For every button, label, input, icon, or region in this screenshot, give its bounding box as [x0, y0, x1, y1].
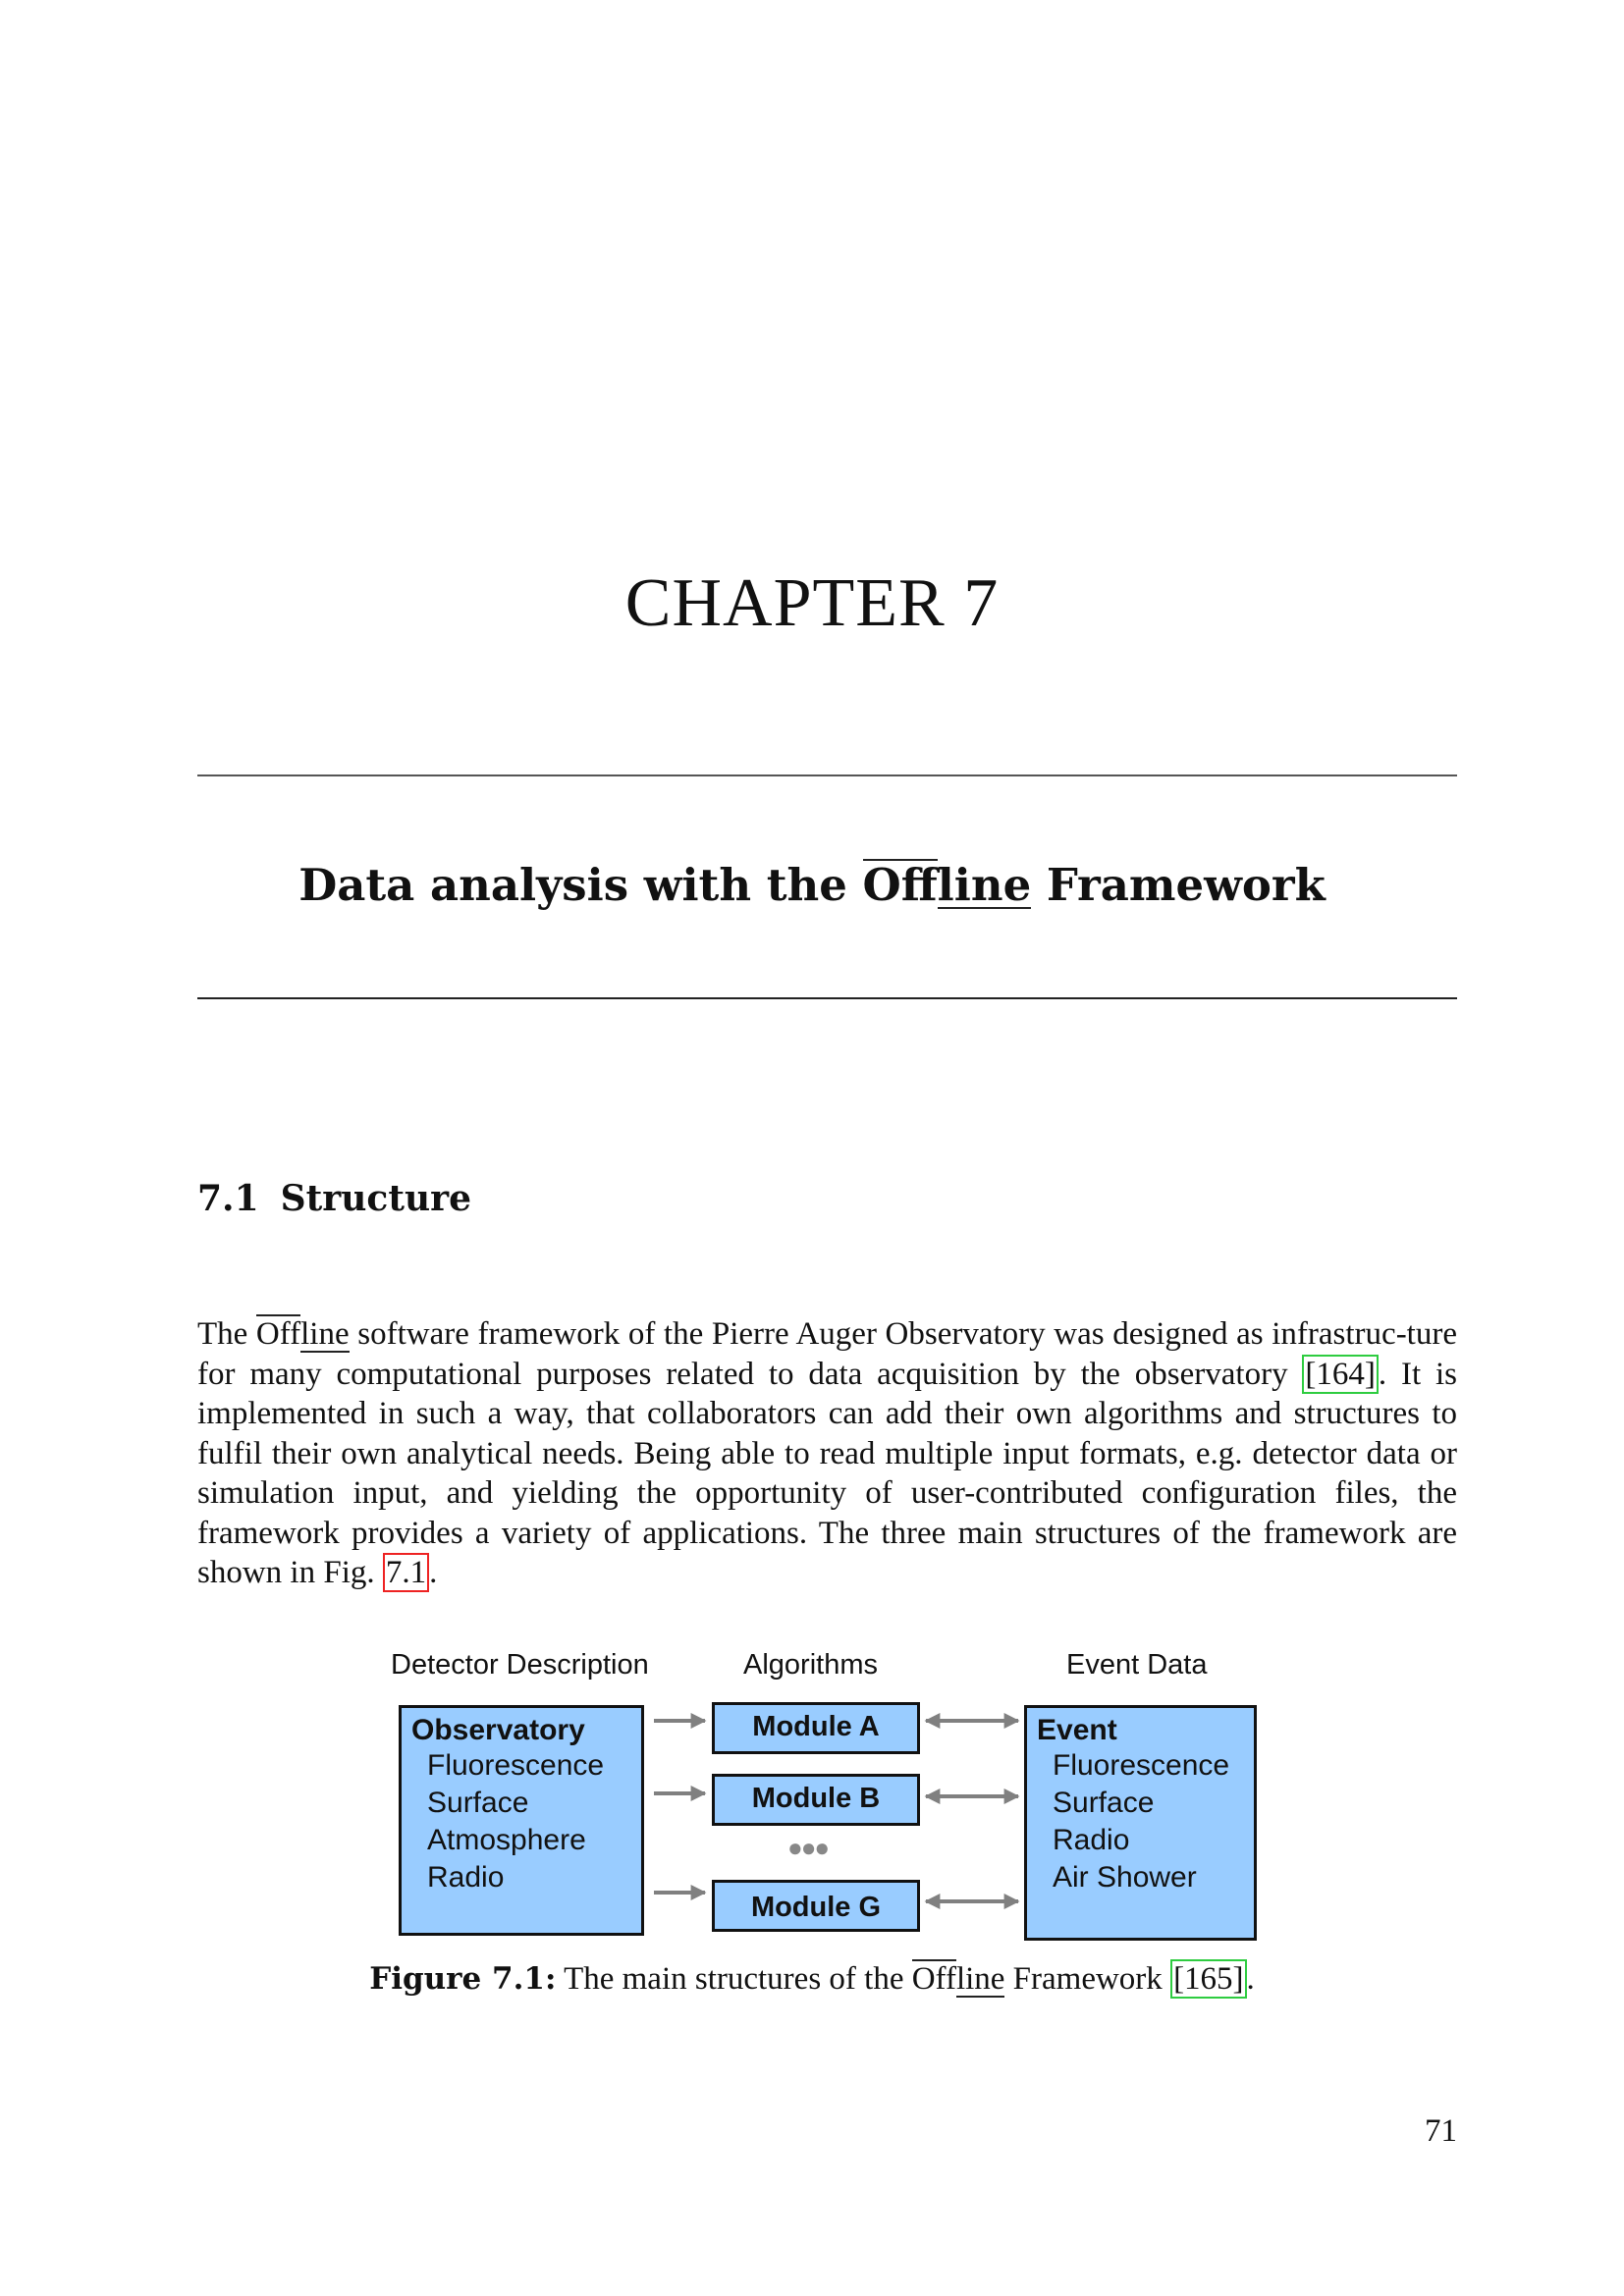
event-item: Surface	[1053, 1787, 1155, 1819]
module-a-box: Module A	[712, 1702, 920, 1754]
observatory-item: Surface	[427, 1787, 529, 1819]
offline-wordmark-caption	[912, 1959, 1005, 1998]
offline-off: Off	[911, 1961, 956, 1997]
caption-label: Figure 7.1:	[369, 1961, 557, 1997]
offline-line: line	[937, 859, 1032, 911]
paragraph-text-3: . It is implemented in such a way, that collaborators can add their own algorithms and structures to fulfil their own analytical needs. Being able to read multiple input formats, e.g. detector data or simulation input, and yielding the opportunity of user-contributed configuration files, the framework provides a variety of applications. The three main structures of the framework are shown in Fig.	[197, 1356, 1457, 1590]
event-title: Event	[1037, 1714, 1117, 1746]
observatory-item: Atmosphere	[427, 1824, 586, 1856]
chapter-label: CHAPTER 7	[624, 565, 1000, 641]
figure-caption	[0, 1959, 1624, 1998]
offline-wordmark-inline	[256, 1314, 350, 1355]
chapter-title-suffix: Framework	[1031, 859, 1326, 911]
offline-line: line	[955, 1961, 1005, 1997]
module-g-box: Module G	[712, 1880, 920, 1932]
page-number: 71	[1425, 2113, 1457, 2149]
citation-link-164[interactable]: [164]	[1302, 1355, 1378, 1394]
caption-text-2: Framework	[1004, 1961, 1171, 1997]
structure-diagram	[373, 1649, 1276, 1944]
figure-ref-link[interactable]: 7.1	[383, 1553, 429, 1592]
observatory-item: Fluorescence	[427, 1749, 605, 1782]
chapter-title-prefix: Data analysis with the	[298, 859, 863, 911]
offline-off: Off	[255, 1316, 301, 1352]
offline-off: Off	[862, 859, 938, 911]
section-title: Structure	[280, 1178, 472, 1219]
section-heading	[197, 1178, 471, 1219]
top-rule	[197, 774, 1457, 776]
offline-line: line	[300, 1316, 350, 1352]
diagram-arrows	[373, 1649, 1276, 1944]
observatory-item: Radio	[427, 1861, 505, 1894]
chapter-title	[0, 859, 1624, 911]
algorithms-header: Algorithms	[743, 1649, 878, 1681]
caption-text-3: .	[1246, 1961, 1255, 1997]
event-item: Air Shower	[1053, 1861, 1197, 1894]
detector-description-header: Detector Description	[391, 1649, 649, 1681]
ellipsis-dots: ●●●	[787, 1833, 829, 1862]
offline-wordmark	[863, 859, 1032, 911]
body-paragraph	[197, 1314, 1457, 1593]
paragraph-text-2: software framework of the Pierre Auger Observatory was designed as infrastruc-ture for many computational purposes related to data acquisition by the observatory	[197, 1316, 1457, 1392]
event-item: Radio	[1053, 1824, 1130, 1856]
event-data-header: Event Data	[1066, 1649, 1208, 1681]
observatory-title: Observatory	[411, 1714, 585, 1746]
module-b-box: Module B	[712, 1774, 920, 1826]
paragraph-text-1: The	[197, 1316, 256, 1352]
event-item: Fluorescence	[1053, 1749, 1230, 1782]
bottom-rule	[197, 997, 1457, 999]
section-number: 7.1	[197, 1178, 259, 1219]
citation-link-165[interactable]: [165]	[1170, 1959, 1246, 1999]
paragraph-text-4: .	[429, 1555, 438, 1590]
caption-text-1: The main structures of the	[556, 1961, 912, 1997]
